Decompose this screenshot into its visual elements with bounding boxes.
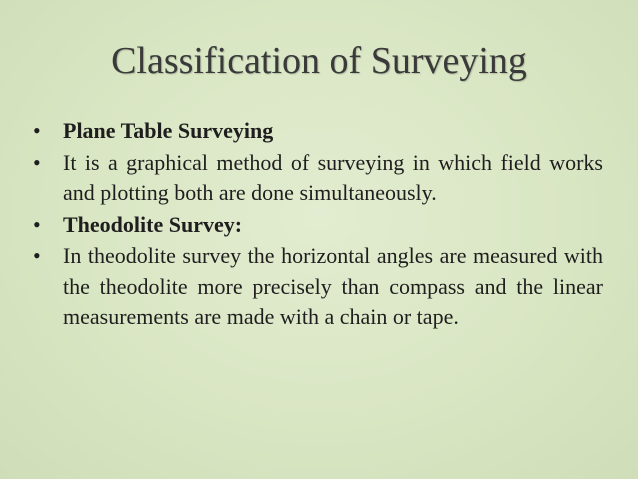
bullet-dot-icon: • <box>33 118 41 143</box>
bullet-item-theodolite-description <box>33 241 603 333</box>
bullet-list <box>33 116 603 334</box>
bullet-item-plane-table-description <box>33 148 603 209</box>
bullet-text: In theodolite survey the horizontal angles are measured with the theodolite more precisely than compass and the linear measurements are made with a chain or tape. <box>63 243 603 329</box>
bullet-dot-icon: • <box>33 211 41 237</box>
bullet-dot-icon: • <box>33 149 41 175</box>
slide-title: Classification of Surveying <box>111 40 527 82</box>
bullet-item-plane-table-heading <box>33 116 603 147</box>
bullet-text: Theodolite Survey: <box>63 211 243 237</box>
bullet-text: Plane Table Surveying <box>63 118 274 143</box>
bullet-item-theodolite-heading <box>33 210 603 241</box>
bullet-dot-icon: • <box>33 243 41 268</box>
bullet-text: It is a graphical method of surveying in which field works and plotting both are done simultaneously. <box>63 149 603 205</box>
